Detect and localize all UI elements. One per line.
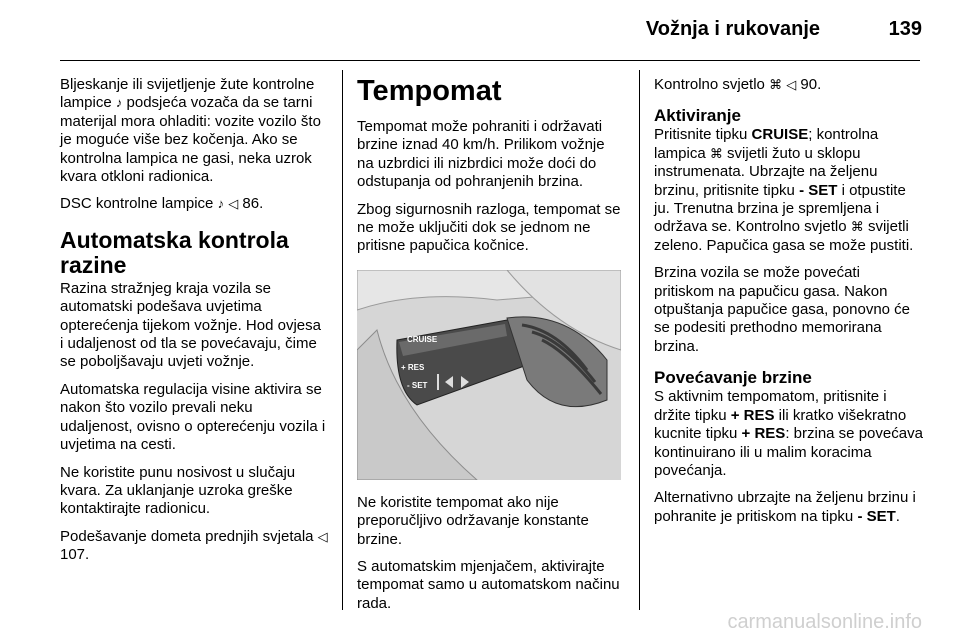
paragraph-level-2: Automatska regulacija visine aktivira se nakon što vozilo prevali neku udaljenost, ovisno o opterećenju vozila i uvjetima na cesti. bbox=[60, 380, 326, 454]
paragraph-control-lamp bbox=[654, 76, 924, 94]
text: Kontrolno svjetlo bbox=[654, 76, 770, 93]
heading-tempomat: Tempomat bbox=[357, 75, 502, 107]
page-ref[interactable]: 90. bbox=[796, 76, 822, 93]
page-reference-icon: ◁ bbox=[786, 77, 797, 92]
text: DSC kontrolne lampice bbox=[60, 195, 218, 213]
paragraph-headlight-range bbox=[60, 528, 328, 565]
page-reference-icon: ◁ bbox=[228, 196, 239, 212]
paragraph-level-1: Razina stražnjeg kraja vozila se automatski podešava uvjetima opterećenja tijekom vožnje. Hod ovjesa i udaljenost od tla se povećavaju, čime se poboljšavaju uvjeti vožnje. bbox=[60, 279, 321, 371]
paragraph-tempomat-2: Zbog sigurnosnih razloga, tempomat se ne može uključiti dok se jednom ne pritisne papučica kočnice. bbox=[357, 200, 621, 255]
column-1 bbox=[60, 76, 328, 574]
text: S aktivnim tempomatom, pritisnite i držite tipku bbox=[654, 388, 887, 424]
paragraph-increase-2 bbox=[654, 489, 924, 526]
paragraph-tempomat-4: S automatskim mjenjačem, aktivirajte tempomat samo u automatskom načinu rada. bbox=[357, 558, 620, 612]
paragraph-activation-1 bbox=[654, 126, 924, 255]
text: Pritisnite tipku bbox=[654, 126, 752, 144]
res-key-label: + RES bbox=[730, 406, 775, 424]
cruise-lamp-icon: ⌘ bbox=[709, 145, 723, 161]
text: svijetli zeleno. Papučica gasa se može pustiti. bbox=[654, 218, 914, 254]
text: Alternativno ubrzajte na željenu brzinu i pohranite je pritiskom na tipku bbox=[654, 489, 916, 525]
page-reference-icon: ◁ bbox=[317, 528, 328, 544]
text: Podešavanje dometa prednjih svjetala bbox=[60, 527, 318, 545]
paragraph-tempomat-1: Tempomat može pohraniti i održavati brzine iznad 40 km/h. Prilikom vožnje na uzbrdici ili nizbrdici može doći do odstupanja od pohranjenih brzina. bbox=[357, 118, 605, 191]
dsc-lamp-icon: ♪ bbox=[217, 196, 225, 212]
fig-cruise-label: CRUISE bbox=[407, 334, 438, 344]
text: i otpustite ju. Trenutna brzina je spremljena i održava se. Kontrolno svjetlo bbox=[654, 181, 906, 236]
column-divider-1 bbox=[342, 70, 343, 610]
heading-activation: Aktiviranje bbox=[654, 106, 741, 126]
paragraph-increase-1 bbox=[654, 388, 924, 480]
set-key-label: - SET bbox=[799, 181, 838, 199]
watermark: carmanualsonline.info bbox=[727, 611, 922, 633]
text: ili kratko višekratno kucnite tipku bbox=[654, 406, 907, 443]
brake-lamp-icon: ♪ bbox=[115, 95, 123, 111]
column-divider-2 bbox=[639, 70, 640, 610]
cruise-lever-illustration bbox=[357, 270, 621, 480]
text: podsjeća vozača da se tarni materijal mora ohladiti: vozite vozilo što je moguće više bez kočenja. Ako se kontrolna lampica ne gasi, neka uzrok kvara otkloni radionica. bbox=[60, 94, 321, 186]
header-title: Vožnja i rukovanje bbox=[645, 18, 820, 40]
cruise-lamp-icon: ⌘ bbox=[850, 219, 864, 235]
heading-increase-speed: Povećavanje brzine bbox=[654, 368, 812, 388]
fig-set-label: - SET bbox=[407, 380, 428, 390]
cruise-key-label: CRUISE bbox=[751, 126, 809, 144]
column-3 bbox=[654, 76, 924, 535]
paragraph-warning-lamp bbox=[60, 76, 328, 186]
column-2 bbox=[357, 76, 625, 622]
fig-res-label: + RES bbox=[401, 362, 425, 372]
text: svijetli žuto u sklopu instrumenata. Ubrzajte na željenu brzinu, pritisnite tipku bbox=[654, 144, 878, 199]
text: . bbox=[895, 507, 900, 525]
text: ; kontrolna lampica bbox=[654, 126, 879, 162]
set-key-label: - SET bbox=[857, 507, 896, 525]
text: : brzina se povećava kontinuirano ili u malim koracima povećanja. bbox=[654, 425, 923, 479]
res-key-label: + RES bbox=[741, 425, 786, 443]
header-divider bbox=[60, 60, 920, 61]
heading-automatic-level-control: Automatska kontrola razine bbox=[60, 226, 289, 278]
paragraph-tempomat-3: Ne koristite tempomat ako nije preporučljivo održavanje konstante brzine. bbox=[357, 493, 589, 548]
paragraph-dsc bbox=[60, 195, 328, 213]
page-number: 139 bbox=[888, 18, 922, 40]
paragraph-level-3: Ne koristite punu nosivost u slučaju kvara. Za uklanjanje uzroka greške kontaktirajte radionicu. bbox=[60, 463, 296, 518]
cruise-control-lever-figure bbox=[357, 270, 621, 480]
page-ref[interactable]: 86. bbox=[238, 195, 264, 213]
text: Bljeskanje ili svijetljenje žute kontrolne lampice bbox=[60, 76, 315, 112]
paragraph-activation-2: Brzina vozila se može povećati pritiskom na papučicu gasa. Nakon otpuštanja papučice gasa, ponovno će se podesiti prethodno memorirana brzina. bbox=[654, 264, 911, 355]
page-ref[interactable]: 107. bbox=[60, 546, 90, 564]
cruise-lamp-icon: ⌘ bbox=[769, 77, 783, 92]
